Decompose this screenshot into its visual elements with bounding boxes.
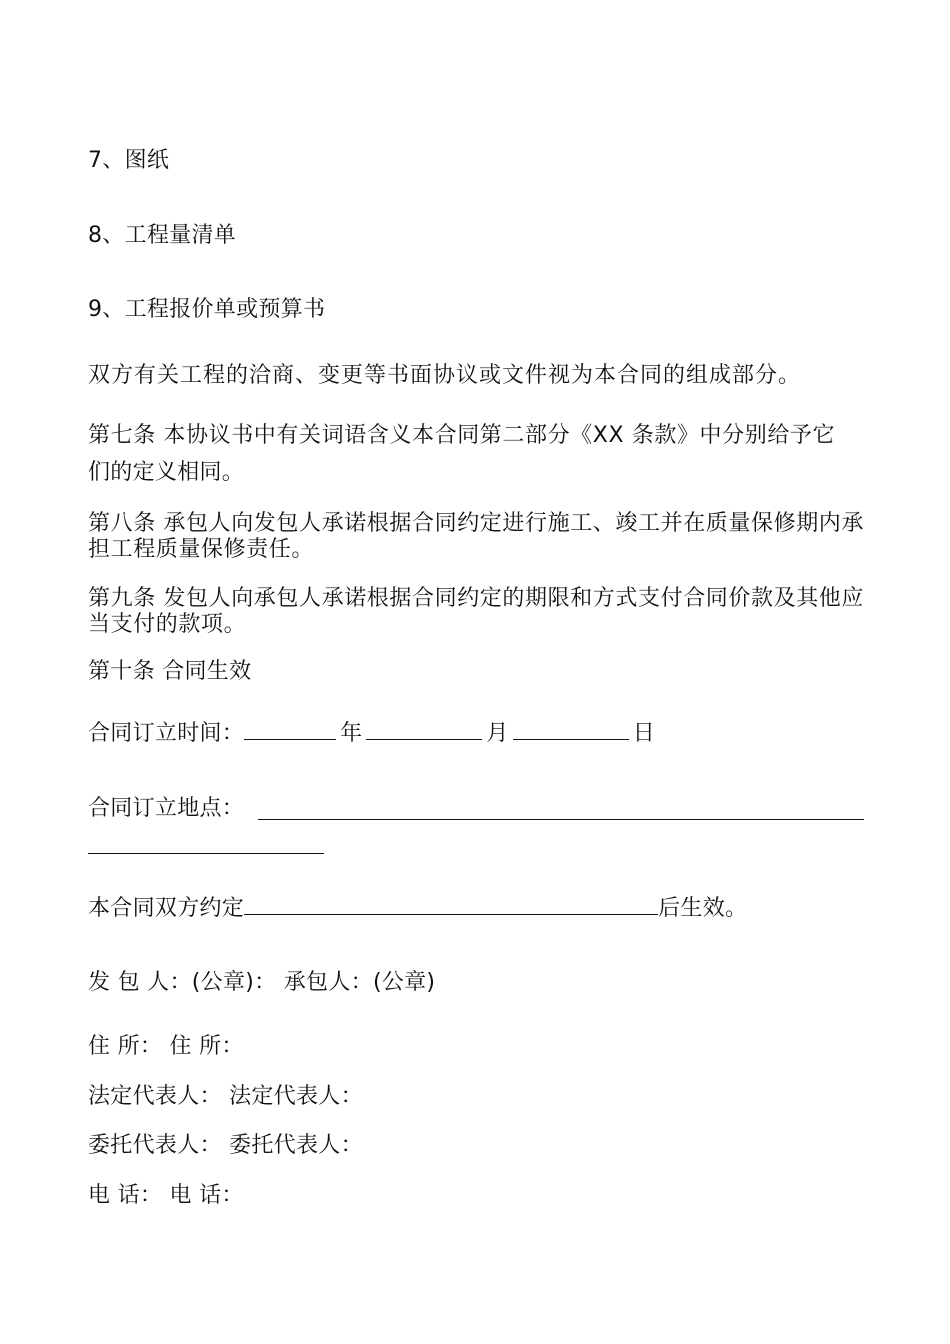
signature-parties: 发 包 人：(公章)： 承包人：(公章) — [88, 970, 436, 995]
list-item-drawings: 7、图纸 — [88, 148, 170, 173]
signature-phone: 电 话： 电 话： — [88, 1183, 244, 1208]
list-item-quotation: 9、工程报价单或预算书 — [88, 297, 326, 322]
paragraph-article-9: 第九条 发包人向承包人承诺根据合同约定的期限和方式支付合同价款及其他应当支付的款项。 — [88, 586, 864, 637]
signature-address: 住 所： 住 所： — [88, 1034, 244, 1059]
paragraph-article-10: 第十条 合同生效 — [88, 659, 252, 684]
paragraph-article-7-line-2: 们的定义相同。 — [88, 460, 245, 485]
effective-prefix: 本合同双方约定 — [88, 896, 245, 921]
year-blank[interactable] — [244, 721, 336, 740]
contract-place-label: 合同订立地点： — [88, 796, 245, 821]
effective-suffix: 后生效。 — [658, 896, 748, 921]
day-blank[interactable] — [513, 721, 629, 740]
paragraph-attachments: 双方有关工程的洽商、变更等书面协议或文件视为本合同的组成部分。 — [88, 363, 802, 388]
contract-date-row — [88, 721, 868, 747]
contract-date-label: 合同订立时间： — [88, 721, 245, 746]
year-label: 年 — [340, 721, 363, 746]
paragraph-article-8: 第八条 承包人向发包人承诺根据合同约定进行施工、竣工并在质量保修期内承担工程质量保修责任。 — [88, 511, 864, 562]
effective-row — [88, 896, 868, 922]
place-blank-line-1[interactable] — [258, 819, 864, 820]
month-label: 月 — [486, 721, 509, 746]
effective-condition-blank[interactable] — [244, 896, 658, 915]
paragraph-article-7-line-1: 第七条 本协议书中有关词语含义本合同第二部分《XX 条款》中分别给予它 — [88, 423, 836, 448]
signature-authorized-agent: 委托代表人： 委托代表人： — [88, 1133, 363, 1158]
signature-legal-representative: 法定代表人： 法定代表人： — [88, 1084, 363, 1109]
day-label: 日 — [632, 721, 656, 746]
place-blank-line-2[interactable] — [88, 853, 324, 854]
list-item-quantity-list: 8、工程量清单 — [88, 223, 237, 248]
month-blank[interactable] — [366, 721, 482, 740]
